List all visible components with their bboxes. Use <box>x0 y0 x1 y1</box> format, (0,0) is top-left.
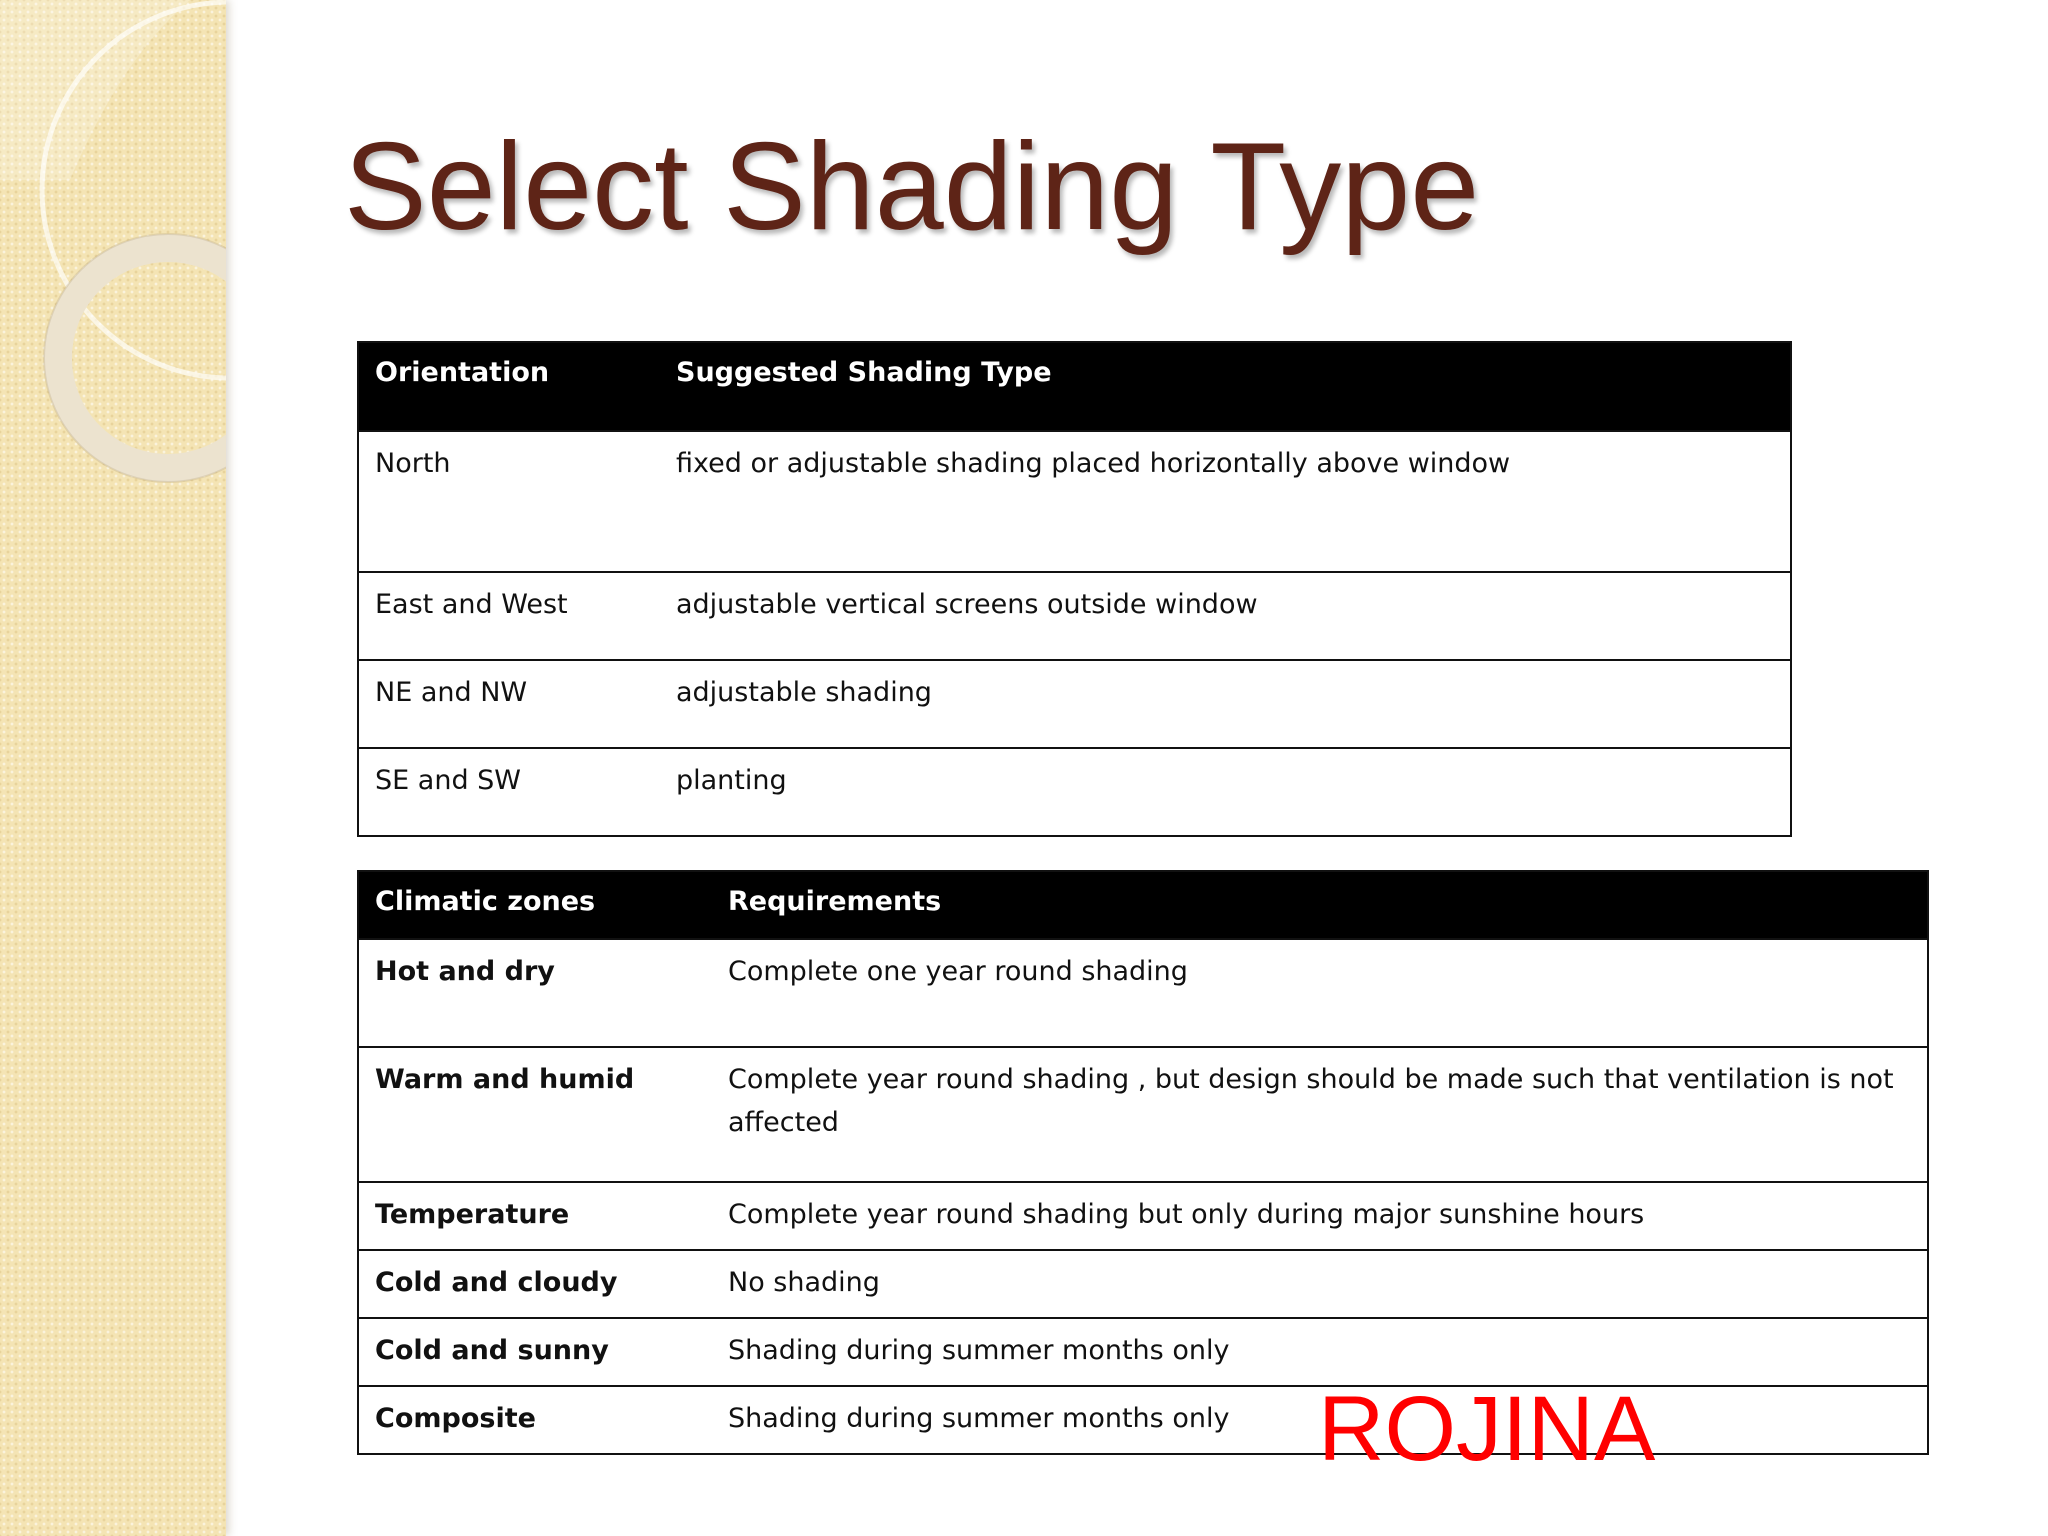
climatic-zone-cell: Cold and cloudy <box>358 1250 712 1318</box>
climatic-zone-cell: Composite <box>358 1386 712 1454</box>
orientation-cell: NE and NW <box>358 660 660 748</box>
requirement-cell: No shading <box>712 1250 1928 1318</box>
column-header-requirements: Requirements <box>712 871 1928 939</box>
orientation-shading-table <box>357 341 1792 837</box>
shading-type-cell: adjustable vertical screens outside window <box>660 572 1791 660</box>
climatic-zone-cell: Cold and sunny <box>358 1318 712 1386</box>
column-header-suggested-shading-type: Suggested Shading Type <box>660 342 1791 431</box>
orientation-cell: SE and SW <box>358 748 660 836</box>
climatic-zone-cell: Hot and dry <box>358 939 712 1047</box>
table-row <box>358 1182 1928 1250</box>
column-header-orientation: Orientation <box>358 342 660 431</box>
table-row <box>358 1386 1928 1454</box>
climatic-zone-cell: Warm and humid <box>358 1047 712 1182</box>
climatic-zones-table <box>357 870 1929 1455</box>
shading-type-cell: planting <box>660 748 1791 836</box>
table-header-row <box>358 871 1928 939</box>
table-row <box>358 572 1791 660</box>
climatic-zone-cell: Temperature <box>358 1182 712 1250</box>
rojina-watermark: ROJINA <box>1318 1378 1656 1480</box>
requirement-cell: Shading during summer months only <box>712 1318 1928 1386</box>
column-header-climatic-zones: Climatic zones <box>358 871 712 939</box>
decorative-side-band <box>0 0 226 1536</box>
table-row <box>358 431 1791 572</box>
table-row <box>358 1318 1928 1386</box>
requirement-cell: Complete year round shading , but design should be made such that ventilation is not affected <box>712 1047 1928 1182</box>
shading-type-cell: adjustable shading <box>660 660 1791 748</box>
table-row <box>358 1250 1928 1318</box>
decorative-panel <box>0 0 190 180</box>
table-row <box>358 939 1928 1047</box>
shading-type-cell: fixed or adjustable shading placed horizontally above window <box>660 431 1791 572</box>
requirement-cell: Complete year round shading but only during major sunshine hours <box>712 1182 1928 1250</box>
requirement-cell: Complete one year round shading <box>712 939 1928 1047</box>
orientation-cell: East and West <box>358 572 660 660</box>
table-header-row <box>358 342 1791 431</box>
table-row <box>358 1047 1928 1182</box>
table-row <box>358 660 1791 748</box>
orientation-cell: North <box>358 431 660 572</box>
requirement-cell: Shading during summer months only <box>712 1386 1928 1454</box>
slide-title: Select Shading Type <box>344 118 1480 256</box>
table-row <box>358 748 1791 836</box>
decorative-rings-graphic <box>0 0 226 1536</box>
